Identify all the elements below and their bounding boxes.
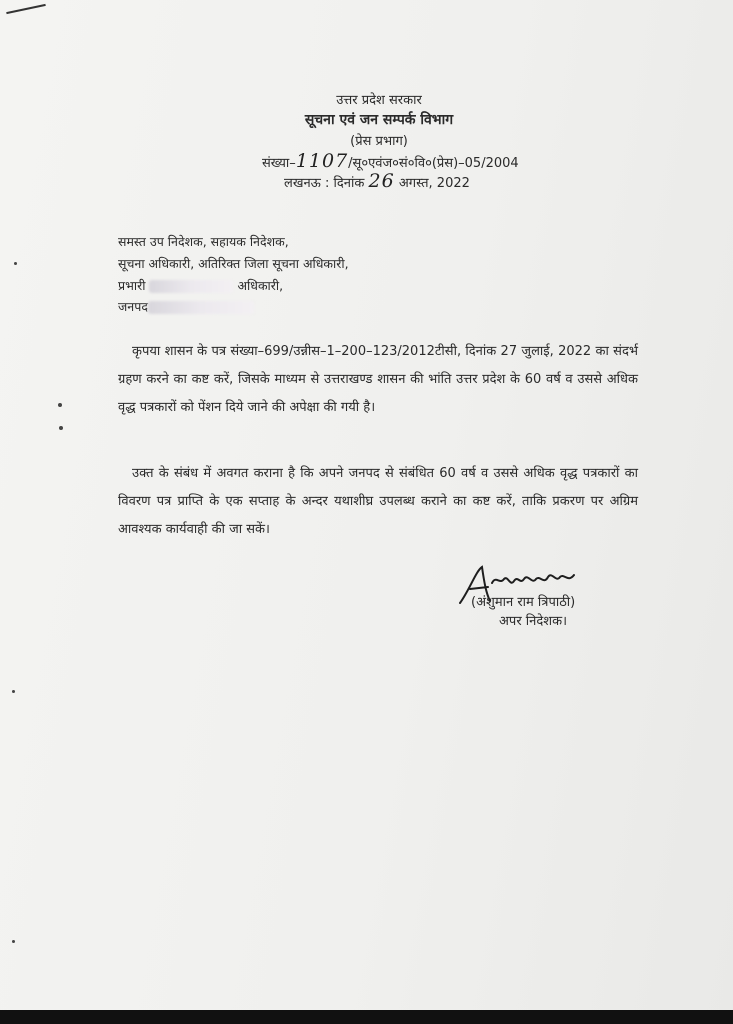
reference-prefix: संख्या– xyxy=(262,156,296,171)
body-paragraph-2 xyxy=(118,460,638,544)
paragraph-text: उक्त के संबंध में अवगत कराना है कि अपने जनपद से संबंधित 60 वर्ष व उससे अधिक वृद्ध पत्रकारों का विवरण पत्र प्राप्ति के एक सप्ताह के अन्दर यथाशीघ्र उपलब्ध कराने का कष्ट करें, ताकि प्रकरण पर अग्रिम आवश्यक कार्यवाही की जा सकें। xyxy=(118,466,638,537)
punch-mark xyxy=(14,262,17,265)
bottom-scan-edge xyxy=(0,1010,733,1024)
addressee-line-1: समस्त उप निदेशक, सहायक निदेशक, xyxy=(118,234,289,249)
reference-number xyxy=(262,150,519,172)
date-suffix: अगस्त, 2022 xyxy=(398,176,470,191)
date-prefix: लखनऊ : दिनांक xyxy=(284,176,365,191)
punch-mark xyxy=(12,690,15,693)
body-paragraph-1 xyxy=(118,338,638,422)
government-name: उत्तर प्रदेश सरकार xyxy=(336,93,422,108)
punch-mark xyxy=(58,403,62,407)
reference-handwritten-number: 1107 xyxy=(295,150,349,172)
letter-date xyxy=(284,170,470,192)
stray-mark xyxy=(6,4,46,14)
redacted-area xyxy=(148,301,254,314)
redacted-area xyxy=(149,280,233,293)
addressee-line-3 xyxy=(118,277,283,294)
signatory-name: (अंशुमान राम त्रिपाठी) xyxy=(471,595,576,610)
punch-mark xyxy=(59,426,63,430)
addressee-line-4-prefix: जनपद xyxy=(118,299,148,314)
date-handwritten-day: 26 xyxy=(368,170,395,192)
reference-suffix: /सू०एवंज०सं०वि०(प्रेस)–05/2004 xyxy=(348,156,519,171)
paragraph-text: कृपया शासन के पत्र संख्या–699/उन्नीस–1–200–123/2012टीसी, दिनांक 27 जुलाई, 2022 का संदर्भ ग्रहण करने का कष्ट करें, जिसके माध्यम से उत्तराखण्ड शासन की भांति उत्तर प्रदेश के 60 वर्ष व उससे अधिक वृद्ध पत्रकारों को पेंशन दिये जाने की अपेक्षा की गयी है। xyxy=(118,344,638,415)
signatory-designation: अपर निदेशक। xyxy=(499,614,568,629)
section-name: (प्रेस प्रभाग) xyxy=(350,134,408,149)
punch-mark xyxy=(12,940,15,943)
addressee-line-3-prefix: प्रभारी xyxy=(118,278,146,293)
addressee-line-3-suffix: अधिकारी, xyxy=(237,278,284,293)
addressee-line-2: सूचना अधिकारी, अतिरिक्त जिला सूचना अधिकारी, xyxy=(118,256,349,271)
addressee-line-4 xyxy=(118,298,254,315)
department-name: सूचना एवं जन सम्पर्क विभाग xyxy=(304,112,454,128)
